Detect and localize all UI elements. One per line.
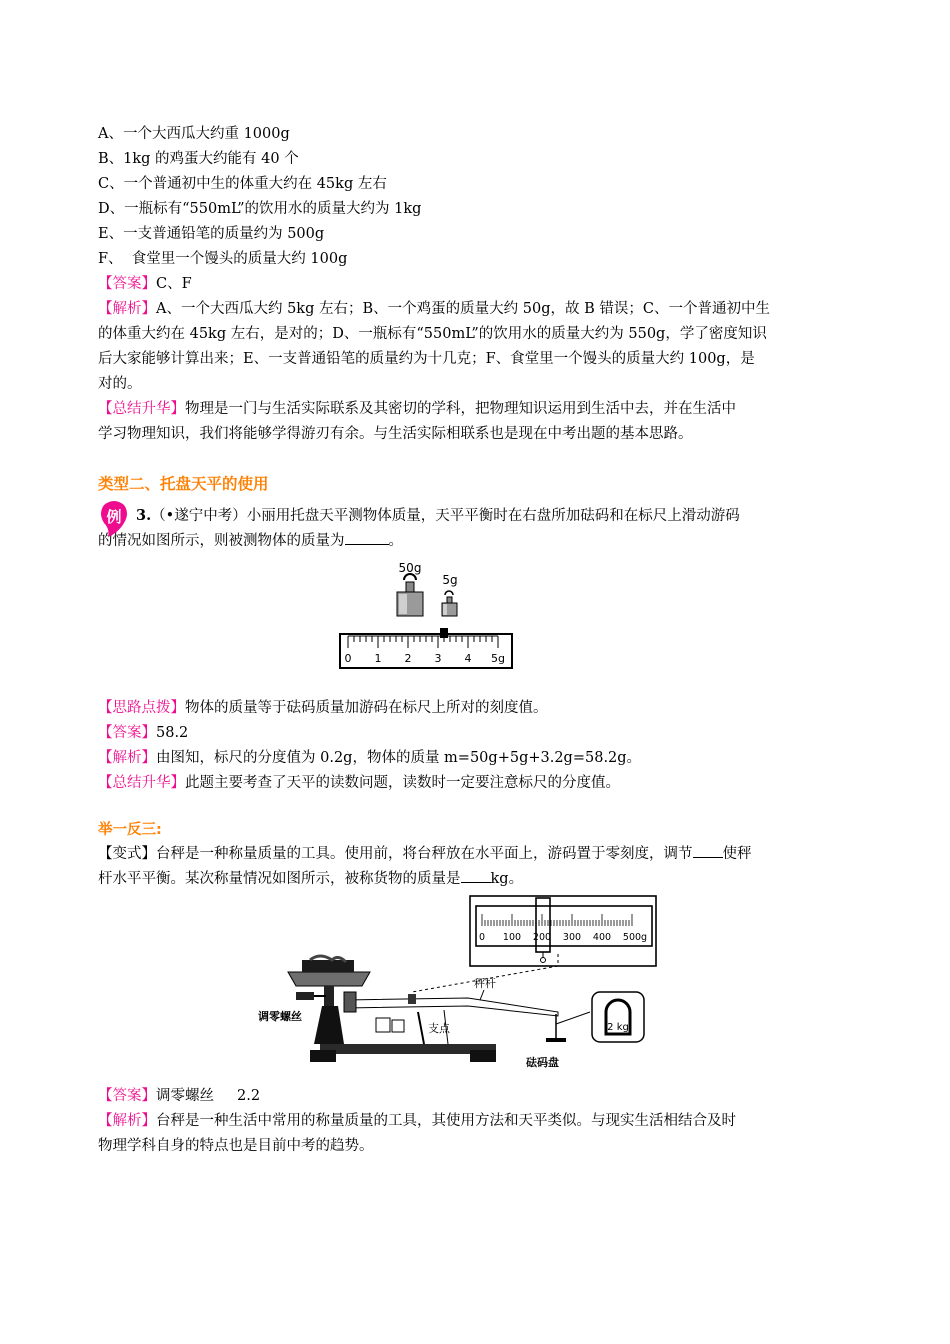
beam-scale-label: g bbox=[640, 932, 648, 943]
hint-text: 物体的质量等于砝码质量加游码在标尺上所对的刻度值。 bbox=[185, 700, 548, 716]
option-b: B、1kg 的鸡蛋大约能有 40 个 bbox=[98, 151, 299, 167]
answer-blank bbox=[345, 530, 389, 545]
label-fulcrum: 支点 bbox=[428, 1022, 450, 1035]
analysis-tag: 【解析】 bbox=[98, 750, 156, 766]
variant-text: 使秤 bbox=[722, 846, 752, 862]
question-number: 3. bbox=[136, 507, 152, 524]
answer-text: C、F bbox=[156, 276, 192, 292]
platform-scale-figure bbox=[258, 894, 658, 1070]
analysis-line: 台秤是一种生活中常用的称量质量的工具，其使用方法和天平类似。与现实生活相结合及时 bbox=[156, 1113, 736, 1129]
answer-tag: 【答案】 bbox=[98, 276, 156, 292]
weight-2kg-icon bbox=[592, 992, 644, 1042]
label-zero-screw: 调零螺丝 bbox=[258, 1010, 302, 1023]
beam-rider-icon bbox=[408, 994, 416, 1004]
answer-tag: 【答案】 bbox=[98, 1088, 156, 1104]
ruler-tick-label: 1 bbox=[374, 652, 382, 665]
balance-figure-svg bbox=[338, 558, 518, 674]
answer-text: 58.2 bbox=[156, 725, 189, 741]
variant-line1 bbox=[98, 842, 858, 867]
rider-scale bbox=[340, 628, 512, 668]
analysis-tag: 【解析】 bbox=[98, 301, 156, 317]
label-2kg: 2 kg bbox=[607, 1022, 629, 1033]
section-heading: 类型二、托盘天平的使用 bbox=[98, 475, 269, 493]
analysis-line: 的体重大约在 45kg 左右，是对的；D、一瓶标有“550mL”的饮用水的质量大约为 550g，学了密度知识 bbox=[98, 326, 767, 342]
analysis-line: A、一个大西瓜大约 5kg 左右；B、一个鸡蛋的质量大约 50g，故 B 错误；C、一个普通初中生 bbox=[156, 301, 770, 317]
weight-50g-label: 50g bbox=[398, 561, 422, 575]
q3-summary bbox=[98, 771, 858, 796]
option-f: F、 食堂里一个馒头的质量大约 100g bbox=[98, 251, 348, 267]
summary-tag: 【总结升华】 bbox=[98, 401, 185, 417]
hint-tag: 【思路点拨】 bbox=[98, 700, 185, 716]
answer-text: 调零螺丝 2.2 bbox=[156, 1088, 261, 1104]
example-badge-label: 例 bbox=[106, 508, 122, 526]
ruler-tick-label: 2 bbox=[404, 652, 412, 665]
variant-tag: 【变式】 bbox=[98, 846, 156, 862]
variant-analysis bbox=[98, 1109, 858, 1159]
analysis-tag: 【解析】 bbox=[98, 1113, 156, 1129]
beam-scale-label: 100 bbox=[502, 932, 522, 943]
q2-summary bbox=[98, 397, 858, 447]
ruler-tick-label: 3 bbox=[434, 652, 442, 665]
example-badge-icon bbox=[98, 499, 130, 539]
beam-rider-knob bbox=[541, 958, 546, 963]
q2-answer bbox=[98, 272, 858, 297]
variant-text: kg。 bbox=[490, 871, 524, 887]
label-beam: 秤杆 bbox=[474, 977, 496, 990]
label-weight-tray: 砝码盘 bbox=[526, 1056, 559, 1069]
question-line2: 的情况如图所示，则被测物体的质量为 bbox=[98, 533, 345, 549]
weight-5g-label: 5g bbox=[442, 573, 458, 587]
variant-line2 bbox=[98, 867, 858, 892]
answer-blank bbox=[461, 868, 491, 883]
analysis-line: 对的。 bbox=[98, 376, 142, 392]
analysis-line: 物理学科自身的特点也是目前中考的趋势。 bbox=[98, 1138, 374, 1154]
beam-scale-label: 500 bbox=[622, 932, 642, 943]
analysis-line: 后大家能够计算出来；E、一支普通铅笔的质量约为十几克；F、食堂里一个馒头的质量大约 100g，是 bbox=[98, 351, 755, 367]
variant-heading: 举一反三: bbox=[98, 822, 162, 838]
option-a: A、一个大西瓜大约重 1000g bbox=[98, 126, 290, 142]
q3-analysis bbox=[98, 746, 858, 771]
summary-text: 此题主要考查了天平的读数问题，读数时一定要注意标尺的分度值。 bbox=[185, 775, 620, 791]
weight-5g-icon bbox=[442, 591, 457, 616]
q3-answer bbox=[98, 721, 858, 746]
option-d: D、一瓶标有“550mL”的饮用水的质量大约为 1kg bbox=[98, 201, 422, 217]
variant-text: 杆水平平衡。某次称量情况如图所示，被称货物的质量是 bbox=[98, 871, 461, 887]
document-page bbox=[98, 122, 858, 1159]
options-list bbox=[98, 122, 858, 272]
ruler-tick-label: 5g bbox=[491, 652, 505, 665]
summary-tag: 【总结升华】 bbox=[98, 775, 185, 791]
variant-answer bbox=[98, 1084, 858, 1109]
summary-line: 物理是一门与生活实际联系及其密切的学科，把物理知识运用到生活中去，并在生活中 bbox=[185, 401, 736, 417]
beam-scale-label: 0 bbox=[478, 932, 486, 943]
ruler-tick-label: 0 bbox=[344, 652, 352, 665]
beam-scale-label: 200 bbox=[532, 932, 552, 943]
question-line2-end: 。 bbox=[388, 533, 403, 549]
summary-line: 学习物理知识，我们将能够学得游刃有余。与生活实际相联系也是现在中考出题的基本思路。 bbox=[98, 426, 693, 442]
answer-tag: 【答案】 bbox=[98, 725, 156, 741]
answer-blank bbox=[693, 843, 723, 858]
option-c: C、一个普通初中生的体重大约在 45kg 左右 bbox=[98, 176, 387, 192]
q2-analysis bbox=[98, 297, 858, 397]
beam-scale-label: 300 bbox=[562, 932, 582, 943]
balance-figure bbox=[338, 558, 518, 674]
weight-50g-icon bbox=[397, 574, 423, 616]
beam-scale-label: 400 bbox=[592, 932, 612, 943]
variant-text: 台秤是一种称量质量的工具。使用前，将台秤放在水平面上，游码置于零刻度，调节 bbox=[156, 846, 693, 862]
example-3 bbox=[98, 503, 858, 554]
platform-scale-svg bbox=[258, 894, 658, 1070]
platform-tray-icon bbox=[288, 956, 370, 986]
rider-marker bbox=[440, 628, 448, 638]
question-line1: （•遂宁中考）小丽用托盘天平测物体质量，天平平衡时在右盘所加砝码和在标尺上滑动游码 bbox=[151, 508, 740, 524]
option-e: E、一支普通铅笔的质量约为 500g bbox=[98, 226, 325, 242]
analysis-text: 由图知，标尺的分度值为 0.2g，物体的质量 m=50g+5g+3.2g=58.2g。 bbox=[156, 750, 642, 766]
ruler-tick-label: 4 bbox=[464, 652, 472, 665]
q3-hint bbox=[98, 696, 858, 721]
zero-screw-icon bbox=[296, 992, 314, 1000]
